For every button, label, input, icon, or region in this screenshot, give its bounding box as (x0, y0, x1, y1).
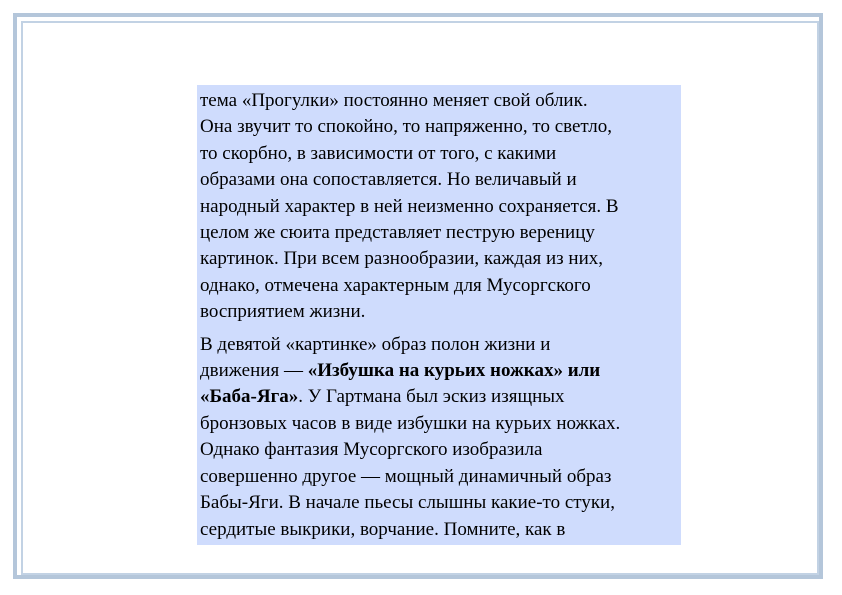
text-box (197, 85, 681, 545)
text-line: восприятием жизни. (200, 301, 366, 323)
text-line: Она звучит то спокойно, то напряженно, то светло, (200, 116, 612, 138)
text-line: совершенно другое — мощный динамичный образ (200, 465, 612, 487)
text-line: бронзовых часов в виде избушки на курьих ножках. (200, 412, 621, 434)
text-line: картинок. При всем разнообразии, каждая из них, (200, 248, 604, 270)
text-line: однако, отмечена характерным для Мусоргского (200, 274, 591, 296)
text-run: движения — (200, 360, 308, 382)
text-line: то скорбно, в зависимости от того, с какими (200, 142, 557, 164)
paragraph-1 (200, 88, 679, 326)
text-line: тема «Прогулки» постоянно меняет свой облик. (200, 90, 588, 111)
piece-title-bold: «Избушка на курьих ножках» или (307, 360, 601, 382)
text-line: Однако фантазия Мусоргского изобразила (200, 439, 543, 461)
text-line (200, 358, 679, 384)
piece-title-bold: «Баба-Яга» (200, 386, 299, 408)
text-line: народный характер в ней неизменно сохраняется. В (200, 195, 619, 217)
text-run: . У Гартмана был эскиз изящных (298, 386, 565, 408)
text-line: В девятой «картинке» образ полон жизни и (200, 333, 551, 355)
text-line (200, 384, 679, 410)
paragraph-2 (200, 332, 679, 543)
text-line: целом же сюита представляет пеструю вереницу (200, 222, 595, 244)
text-line: образами она сопоставляется. Но величавый и (200, 169, 577, 191)
text-line: сердитые выкрики, ворчание. Помните, как в (200, 518, 566, 540)
text-line: Бабы-Яги. В начале пьесы слышны какие-то стуки, (200, 492, 615, 514)
